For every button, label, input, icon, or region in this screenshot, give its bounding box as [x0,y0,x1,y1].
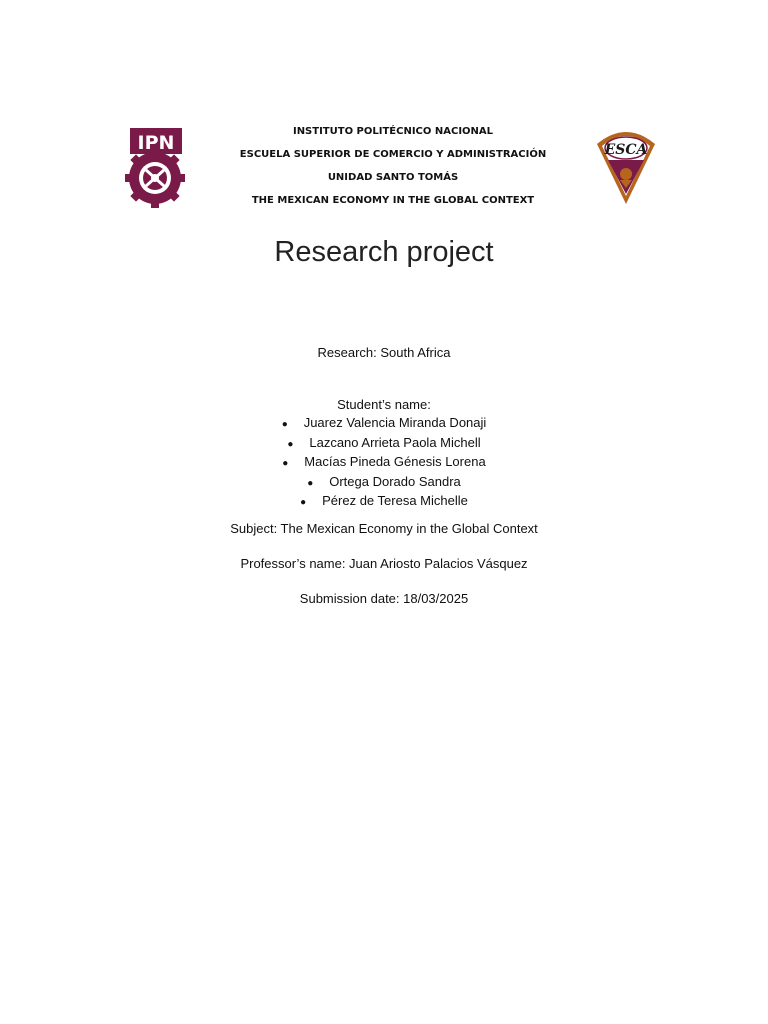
students-label: Student’s name: [337,397,431,412]
list-item [0,473,768,493]
course-name: THE MEXICAN ECONOMY IN THE GLOBAL CONTEXT [251,195,535,206]
bullet-icon: ● [300,497,307,509]
school-name: ESCUELA SUPERIOR DE COMERCIO Y ADMINISTRACIÓN [239,149,547,160]
student-name: Lazcano Arrieta Paola Michell [309,434,481,450]
student-list [0,414,768,512]
professor-line: Professor’s name: Juan Ariosto Palacios Vásquez [240,556,528,571]
institution-name: INSTITUTO POLITÉCNICO NACIONAL [292,126,494,137]
student-name: Macías Pineda Génesis Lorena [304,454,486,470]
document-title: Research project [274,236,494,268]
ipn-logo-icon [124,126,186,212]
research-topic: Research: South Africa [317,345,451,360]
list-item [0,453,768,473]
esca-logo-icon [594,124,658,206]
institution-header [200,120,586,212]
list-item [0,492,768,512]
bullet-icon: ● [281,419,288,430]
submission-date: Submission date: 18/03/2025 [299,591,469,606]
student-name: Ortega Dorado Sandra [329,473,461,489]
svg-text:ESCA: ESCA [604,142,648,158]
svg-text:IPN: IPN [137,132,175,154]
list-item [0,434,768,454]
unit-name: UNIDAD SANTO TOMÁS [327,172,459,183]
list-item [0,414,768,434]
subject-line: Subject: The Mexican Economy in the Global Context [230,521,538,536]
bullet-icon: ● [307,477,314,489]
student-name: Pérez de Teresa Michelle [322,493,468,509]
bullet-icon: ● [287,438,294,450]
student-name: Juarez Valencia Miranda Donaji [303,415,487,430]
bullet-icon: ● [282,458,289,470]
